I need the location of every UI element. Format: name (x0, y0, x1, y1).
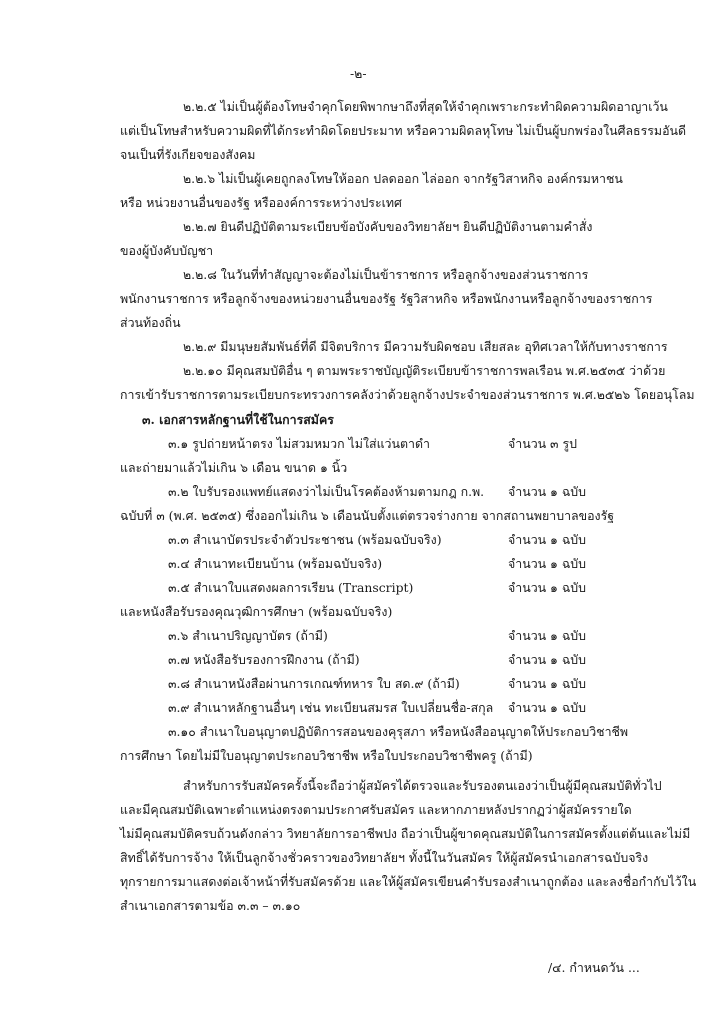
document-3-1-line-2: และถ่ายมาแล้วไม่เกิน ๖ เดือน ขนาด ๑ นิ้ว (120, 460, 348, 475)
document-3-2-line-2: ฉบับที่ ๓ (พ.ศ. ๒๕๓๕) ซึ่งออกไม่เกิน ๖ เดือนนับตั้งแต่ตรวจร่างกาย จากสถานพยาบาลของรัฐ (120, 508, 615, 523)
document-3-7-quantity: จำนวน ๑ ฉบับ (508, 652, 587, 667)
section-3-heading: ๓. เอกสารหลักฐานที่ใช้ในการสมัคร (142, 412, 334, 427)
closing-paragraph-line-4: สิทธิ์ได้รับการจ้าง ให้เป็นลูกจ้างชั่วคราวของวิทยาลัยฯ ทั้งนี้ในวันสมัคร ให้ผู้สมัครนำเอกสารฉบับจริง (120, 850, 649, 865)
document-3-10-line-2: การศึกษา โดยไม่มีใบอนุญาตประกอบวิชาชีพ หรือใบประกอบวิชาชีพครู (ถ้ามี) (120, 748, 533, 763)
document-3-1-quantity: จำนวน ๓ รูป (508, 436, 577, 451)
qualification-2-2-10-line-1: ๒.๒.๑๐ มีคุณสมบัติอื่น ๆ ตามพระราชบัญญัติระเบียบข้าราชการพลเรือน พ.ศ.๒๕๓๕ ว่าด้วย (183, 363, 666, 378)
closing-paragraph-line-5: ทุกรายการมาแสดงต่อเจ้าหน้าที่รับสมัครด้วย และให้ผู้สมัครเขียนคำรับรองสำเนาถูกต้อง และลงชื่อกำกับไว้ใน (120, 874, 697, 889)
qualification-2-2-8-line-2: พนักงานราชการ หรือลูกจ้างของหน่วยงานอื่นของรัฐ รัฐวิสาหกิจ หรือพนักงานหรือลูกจ้างของราชการ (120, 291, 653, 306)
qualification-2-2-10-line-2: การเข้ารับราชการตามระเบียบกระทรวงการคลังว่าด้วยลูกจ้างประจำของส่วนราชการ พ.ศ.๒๕๒๖ โดยอนุโลม (120, 387, 695, 402)
page-number: -๒- (350, 66, 367, 81)
closing-paragraph-line-6: สำเนาเอกสารตามข้อ ๓.๓ – ๓.๑๐ (120, 898, 301, 913)
document-3-2-quantity: จำนวน ๑ ฉบับ (508, 484, 587, 499)
qualification-2-2-7-line-2: ของผู้บังคับบัญชา (120, 243, 214, 258)
document-3-3-quantity: จำนวน ๑ ฉบับ (508, 532, 587, 547)
document-3-4-line-1: ๓.๔ สำเนาทะเบียนบ้าน (พร้อมฉบับจริง) (168, 556, 383, 571)
qualification-2-2-6-line-1: ๒.๒.๖ ไม่เป็นผู้เคยถูกลงโทษให้ออก ปลดออก ไล่ออก จากรัฐวิสาหกิจ องค์กรมหาชน (183, 171, 623, 186)
document-3-5-line-2: และหนังสือรับรองคุณวุฒิการศึกษา (พร้อมฉบับจริง) (120, 604, 393, 619)
qualification-2-2-5-line-1: ๒.๒.๕ ไม่เป็นผู้ต้องโทษจำคุกโดยพิพากษาถึงที่สุดให้จำคุกเพราะกระทำผิดความผิดอาญาเว้น (183, 99, 668, 114)
document-3-6-line-1: ๓.๖ สำเนาปริญญาบัตร (ถ้ามี) (168, 628, 328, 643)
qualification-2-2-5-line-3: จนเป็นที่รังเกียจของสังคม (120, 147, 256, 162)
qualification-2-2-8-line-1: ๒.๒.๘ ในวันที่ทำสัญญาจะต้องไม่เป็นข้าราชการ หรือลูกจ้างของส่วนราชการ (183, 267, 589, 282)
document-3-7-line-1: ๓.๗ หนังสือรับรองการฝึกงาน (ถ้ามี) (168, 652, 360, 667)
document-3-8-quantity: จำนวน ๑ ฉบับ (508, 676, 587, 691)
document-3-9-quantity: จำนวน ๑ ฉบับ (508, 700, 587, 715)
document-3-8-line-1: ๓.๘ สำเนาหนังสือผ่านการเกณฑ์ทหาร ใบ สด.๙ (ถ้ามี) (168, 676, 460, 691)
document-3-1-line-1: ๓.๑ รูปถ่ายหน้าตรง ไม่สวมหมวก ไม่ใส่แว่นตาดำ (168, 436, 430, 451)
document-3-6-quantity: จำนวน ๑ ฉบับ (508, 628, 587, 643)
document-3-5-quantity: จำนวน ๑ ฉบับ (508, 580, 587, 595)
document-3-5-line-1: ๓.๕ สำเนาใบแสดงผลการเรียน (Transcript) (168, 580, 414, 595)
document-3-10-line-1: ๓.๑๐ สำเนาใบอนุญาตปฏิบัติการสอนของคุรุสภา หรือหนังสืออนุญาตให้ประกอบวิชาชีพ (168, 724, 629, 739)
qualification-2-2-5-line-2: แต่เป็นโทษสำหรับความผิดที่ได้กระทำผิดโดยประมาท หรือความผิดลหุโทษ ไม่เป็นผู้บกพร่องในศีลธรรมอันดี (120, 123, 687, 138)
closing-paragraph-line-2: และมีคุณสมบัติเฉพาะตำแหน่งตรงตามประกาศรับสมัคร และหากภายหลังปรากฏว่าผู้สมัครรายใด (120, 802, 632, 817)
qualification-2-2-9-line-1: ๒.๒.๙ มีมนุษยสัมพันธ์ที่ดี มีจิตบริการ มีความรับผิดชอบ เสียสละ อุทิศเวลาให้กับทางราชการ (183, 339, 668, 354)
closing-paragraph-line-1: สำหรับการรับสมัครครั้งนี้จะถือว่าผู้สมัครได้ตรวจและรับรองตนเองว่าเป็นผู้มีคุณสมบัติทั่วไป (183, 778, 662, 793)
closing-paragraph-line-3: ไม่มีคุณสมบัติครบถ้วนดังกล่าว วิทยาลัยการอาชีพปง ถือว่าเป็นผู้ขาดคุณสมบัติในการสมัครตั้งแต่ต้นและไม่มี (120, 826, 691, 841)
document-3-3-line-1: ๓.๓ สำเนาบัตรประจำตัวประชาชน (พร้อมฉบับจริง) (168, 532, 442, 547)
document-3-4-quantity: จำนวน ๑ ฉบับ (508, 556, 587, 571)
continuation-note: /๔. กำหนดวัน ... (548, 960, 640, 975)
document-3-2-line-1: ๓.๒ ใบรับรองแพทย์แสดงว่าไม่เป็นโรคต้องห้ามตามกฎ ก.พ. (168, 484, 485, 499)
qualification-2-2-7-line-1: ๒.๒.๗ ยินดีปฏิบัติตามระเบียบข้อบังคับของวิทยาลัยฯ ยินดีปฏิบัติงานตามคำสั่ง (183, 219, 593, 234)
qualification-2-2-8-line-3: ส่วนท้องถิ่น (120, 315, 181, 330)
qualification-2-2-6-line-2: หรือ หน่วยงานอื่นของรัฐ หรือองค์การระหว่างประเทศ (120, 195, 402, 210)
document-3-9-line-1: ๓.๙ สำเนาหลักฐานอื่นๆ เช่น ทะเบียนสมรส ใบเปลี่ยนชื่อ-สกุล (168, 700, 494, 715)
